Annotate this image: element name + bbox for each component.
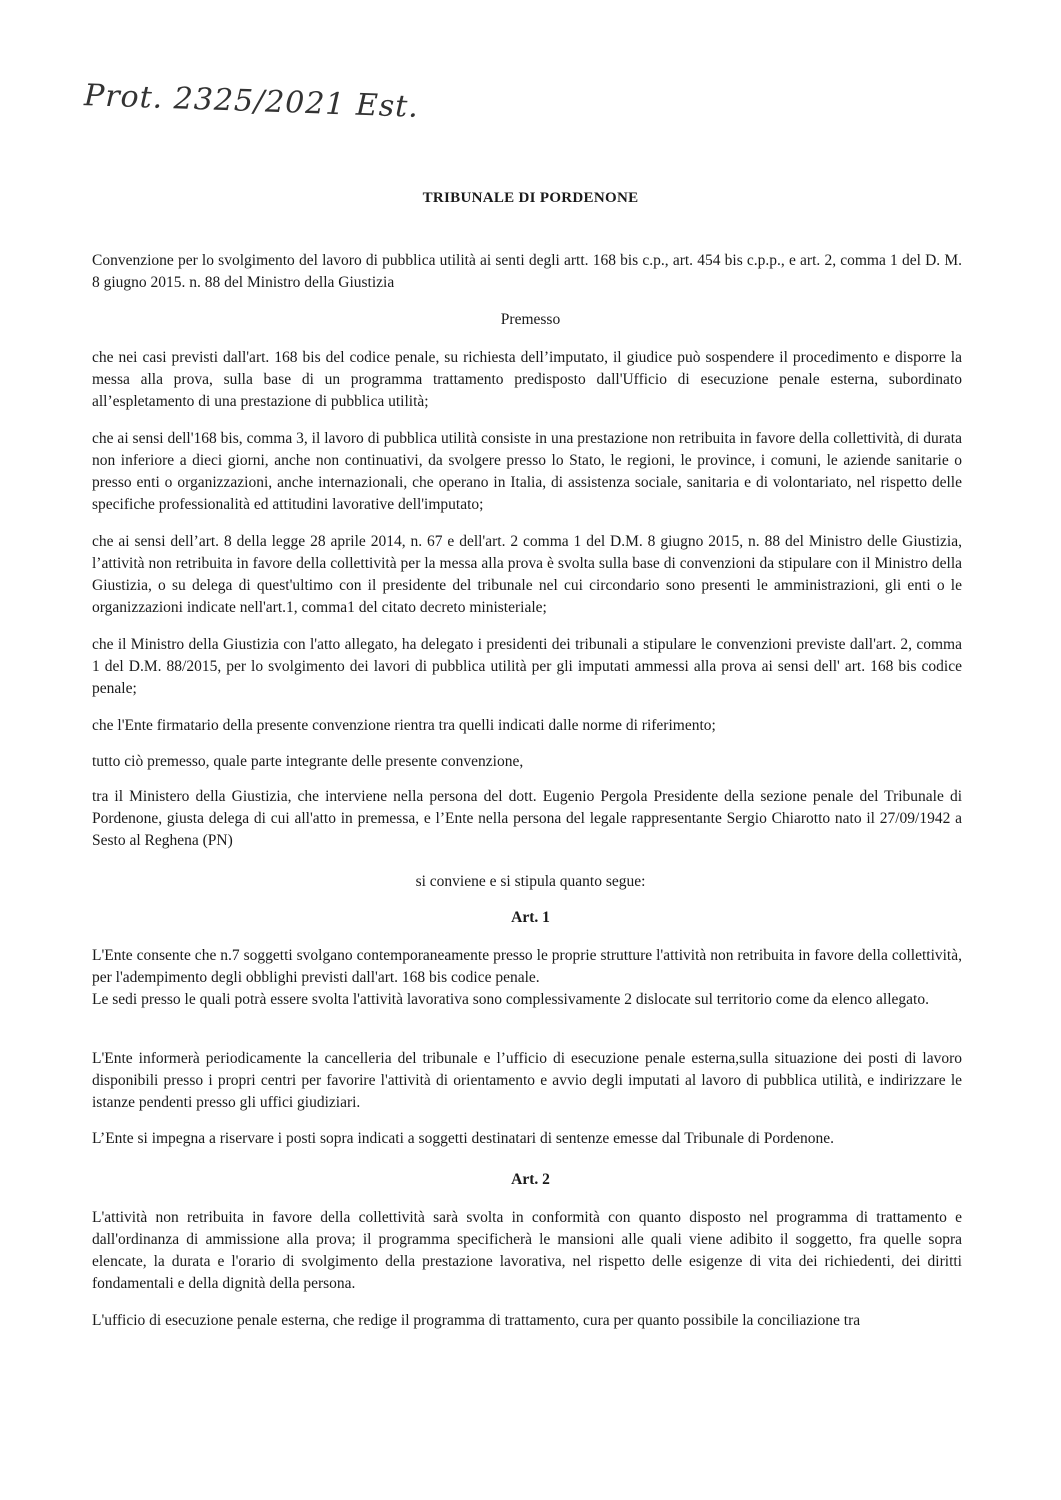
premise-paragraph-4: che il Ministro della Giustizia con l'atto allegato, ha delegato i presidenti dei tribunali a stipulare le convenzioni previste dall'art. 2, comma 1 del D.M. 88/2015, per lo svolgimento dei lavori di pubblica utilità per gli imputati ammessi alla prova ai sensi dell' art. 168 bis codice penale; [92,636,962,697]
premise-paragraph-3: che ai sensi dell’art. 8 della legge 28 aprile 2014, n. 67 e dell'art. 2 comma 1 del D.M. 8 giugno 2015, n. 88 del Ministro delle Giustizia, l’attività non retribuita in favore della collettività per la messa alla prova è svolta sulla base di convenzioni da stipulare con il Ministro della Giustizia, o su delega di quest'ultimo con il presidente del tribunale nel cui circondario sono presenti le amministrazioni, gli enti o le organizzazioni indicate nell'art.1, comma1 del citato decreto ministeriale; [92,533,962,616]
art1-paragraph-3: L'Ente informerà periodicamente la cancelleria del tribunale e l’ufficio di esecuzione penale esterna,sulla situazione dei posti di lavoro disponibili presso i propri centri per favorire l'attività di orientamento e avvio degli imputati al lavoro di pubblica utilità, e indirizzare le istanze pendenti presso gli uffici giudiziari. [92,1050,962,1111]
premesso-heading: Premesso [500,311,561,328]
art1-paragraph-2: Le sedi presso le quali potrà essere svolta l'attività lavorativa sono complessivamente 2 dislocate sul territorio come da elenco allegato. [92,991,929,1008]
premise-paragraph-6: tutto ciò premesso, quale parte integrante delle presente convenzione, [92,753,524,770]
art2-heading: Art. 2 [511,1171,550,1188]
art2-paragraph-1: L'attività non retribuita in favore della collettività sarà svolta in conformità con quanto disposto nel programma di trattamento e dall'ordinanza di ammissione alla prova; il programma specificherà le mansioni alle quali viene adibito il soggetto, fra quelle sopra elencate, la durata e l'orario di svolgimento della prestazione lavorativa, nel rispetto delle esigenze di vita dei richiedenti, dei diritti fondamentali e della dignità della persona. [92,1209,962,1292]
handwritten-protocol-note: Prot. 2325/2021 Est. [83,78,420,125]
premise-paragraph-7: tra il Ministero della Giustizia, che interviene nella persona del dott. Eugenio Pergola Presidente della sezione penale del Tribunale di Pordenone, giusta delega di cui all'atto in premessa, e l’Ente nella persona del legale rappresentante Sergio Chiarotto nato il 27/09/1942 a Sesto al Reghena (PN) [92,788,962,849]
art2-paragraph-2: L'ufficio di esecuzione penale esterna, che redige il programma di trattamento, cura per quanto possibile la conciliazione tra [92,1312,861,1329]
premise-paragraph-1: che nei casi previsti dall'art. 168 bis del codice penale, su richiesta dell’imputato, il giudice può sospendere il procedimento e disporre la messa alla prova, sulla base di un programma trattamento predisposto dall'Ufficio di esecuzione penale esterna, subordinato all’espletamento di una prestazione di pubblica utilità; [92,349,962,410]
art1-heading: Art. 1 [511,909,550,926]
document-title: TRIBUNALE DI PORDENONE [422,190,639,206]
premise-paragraph-2: che ai sensi dell'168 bis, comma 3, il lavoro di pubblica utilità consiste in una prestazione non retribuita in favore della collettività, di durata non inferiore a dieci giorni, anche non continuativi, da svolgere presso lo Stato, le regioni, le province, i comuni, le aziende sanitarie o presso enti o organizzazioni, anche internazionali, che operano in Italia, di assistenza sociale, sanitaria e di volontariato, nel rispetto delle specifiche professionalità ed attitudini lavorative dell'imputato; [92,430,962,513]
premise-paragraph-5: che l'Ente firmatario della presente convenzione rientra tra quelli indicati dalle norme di riferimento; [92,717,716,734]
art1-paragraph-4: L’Ente si impegna a riservare i posti sopra indicati a soggetti destinatari di sentenze emesse dal Tribunale di Pordenone. [92,1130,834,1147]
intro-paragraph: Convenzione per lo svolgimento del lavoro di pubblica utilità ai senti degli artt. 168 bis c.p., art. 454 bis c.p.p., e art. 2, comma 1 del D. M. 8 giugno 2015. n. 88 del Ministro della Giustizia [92,252,962,291]
art1-paragraph-1: L'Ente consente che n.7 soggetti svolgano contemporaneamente presso le proprie strutture l'attività non retribuita in favore della collettività, per l'adempimento degli obblighi previsti dall'art. 168 bis codice penale. [92,947,962,986]
stipula-line: si conviene e si stipula quanto segue: [415,873,646,890]
